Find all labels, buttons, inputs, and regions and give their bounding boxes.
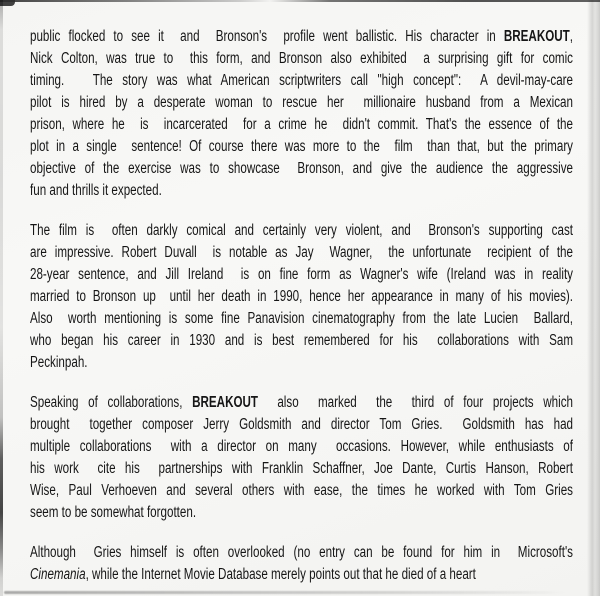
text-segment: The film is often darkly comical and certainly very violent, and Bronson's supporting cast bbox=[30, 222, 573, 239]
text-line bbox=[30, 264, 573, 286]
text-line bbox=[30, 48, 573, 70]
text-segment: fun and thrills it expected. bbox=[30, 182, 162, 199]
text-segment: who began his career in 1930 and is best remembered for his collaborations with Sam bbox=[30, 332, 573, 349]
text-line bbox=[30, 480, 573, 502]
text-line bbox=[30, 70, 573, 92]
scan-edge-top bbox=[0, 0, 600, 2]
text-segment: prison, where he is incarcerated for a crime he didn't commit. That's the essence of the bbox=[30, 116, 573, 133]
film-title-bold: BREAKOUT bbox=[503, 28, 570, 45]
text-segment: his work cite his partnerships with Franklin Schaffner, Joe Dante, Curtis Hanson, Robert bbox=[30, 460, 573, 477]
text-segment: are impressive. Robert Duvall is notable as Jay Wagner, the unfortunate recipient of the bbox=[30, 244, 573, 261]
text-line bbox=[30, 92, 573, 114]
text-segment: pilot is hired by a desperate woman to rescue her millionaire husband from a Mexican bbox=[30, 94, 573, 111]
liner-notes-text bbox=[30, 26, 573, 604]
text-segment: objective of the exercise was to showcase Bronson, and give the audience the aggressive bbox=[30, 160, 573, 177]
text-line bbox=[30, 392, 573, 414]
text-line bbox=[30, 180, 573, 202]
text-segment: , while the Internet Movie Database merely points out that he died of a heart bbox=[85, 566, 476, 583]
text-segment: , bbox=[569, 28, 573, 45]
text-line bbox=[30, 352, 573, 374]
text-segment: brought together composer Jerry Goldsmith and director Tom Gries. Goldsmith has had bbox=[30, 416, 573, 433]
text-segment: public flocked to see it and Bronson's profile went ballistic. His character in bbox=[30, 28, 504, 45]
text-segment: Although Gries himself is often overlooked (no entry can be found for him in Microsoft's bbox=[30, 544, 573, 561]
text-segment: Nick Colton, was true to this form, and Bronson also exhibited a surprising gift for comic bbox=[30, 50, 573, 67]
text-line bbox=[30, 414, 573, 436]
text-line bbox=[30, 286, 573, 308]
text-segment: Peckinpah. bbox=[30, 354, 88, 371]
scan-edge-left bbox=[0, 0, 3, 596]
text-line bbox=[30, 436, 573, 458]
text-line bbox=[30, 220, 573, 242]
text-line bbox=[30, 502, 573, 524]
text-segment: also marked the third of four projects which bbox=[258, 394, 573, 411]
text-line bbox=[30, 114, 573, 136]
paragraph bbox=[30, 392, 573, 524]
text-segment: timing. The story was what American scriptwriters call "high concept": A devil-may-care bbox=[30, 72, 573, 89]
film-title-bold: BREAKOUT bbox=[192, 394, 259, 411]
text-line bbox=[30, 458, 573, 480]
paragraph bbox=[30, 220, 573, 374]
italic-title: Cinemania bbox=[30, 566, 86, 583]
text-line bbox=[30, 136, 573, 158]
text-segment: Speaking of collaborations, bbox=[30, 394, 193, 411]
paragraph bbox=[30, 542, 573, 586]
text-segment: multiple collaborations with a director on many occasions. However, while enthusiasts of bbox=[30, 438, 573, 455]
text-segment: plot in a single sentence! Of course there was more to the film than that, but the primary bbox=[30, 138, 573, 155]
text-segment: 28-year sentence, and Jill Ireland is on fine form as Wagner's wife (Ireland was in reality bbox=[30, 266, 573, 283]
text-segment: Also worth mentioning is some fine Panavision cinematography from the late Lucien Ballard, bbox=[30, 310, 573, 327]
text-line bbox=[30, 242, 573, 264]
paragraph bbox=[30, 26, 573, 202]
text-line bbox=[30, 158, 573, 180]
text-segment: Wise, Paul Verhoeven and several others with ease, the times he worked with Tom Gries bbox=[30, 482, 573, 499]
text-segment: married to Bronson up until her death in 1990, hence her appearance in many of his movies). bbox=[30, 288, 573, 305]
text-line bbox=[30, 26, 573, 48]
text-line bbox=[30, 564, 573, 586]
scan-gutter-right bbox=[587, 0, 600, 596]
text-line bbox=[30, 330, 573, 352]
text-line bbox=[30, 542, 573, 564]
text-line bbox=[30, 308, 573, 330]
text-segment: seem to be somewhat forgotten. bbox=[30, 504, 197, 521]
